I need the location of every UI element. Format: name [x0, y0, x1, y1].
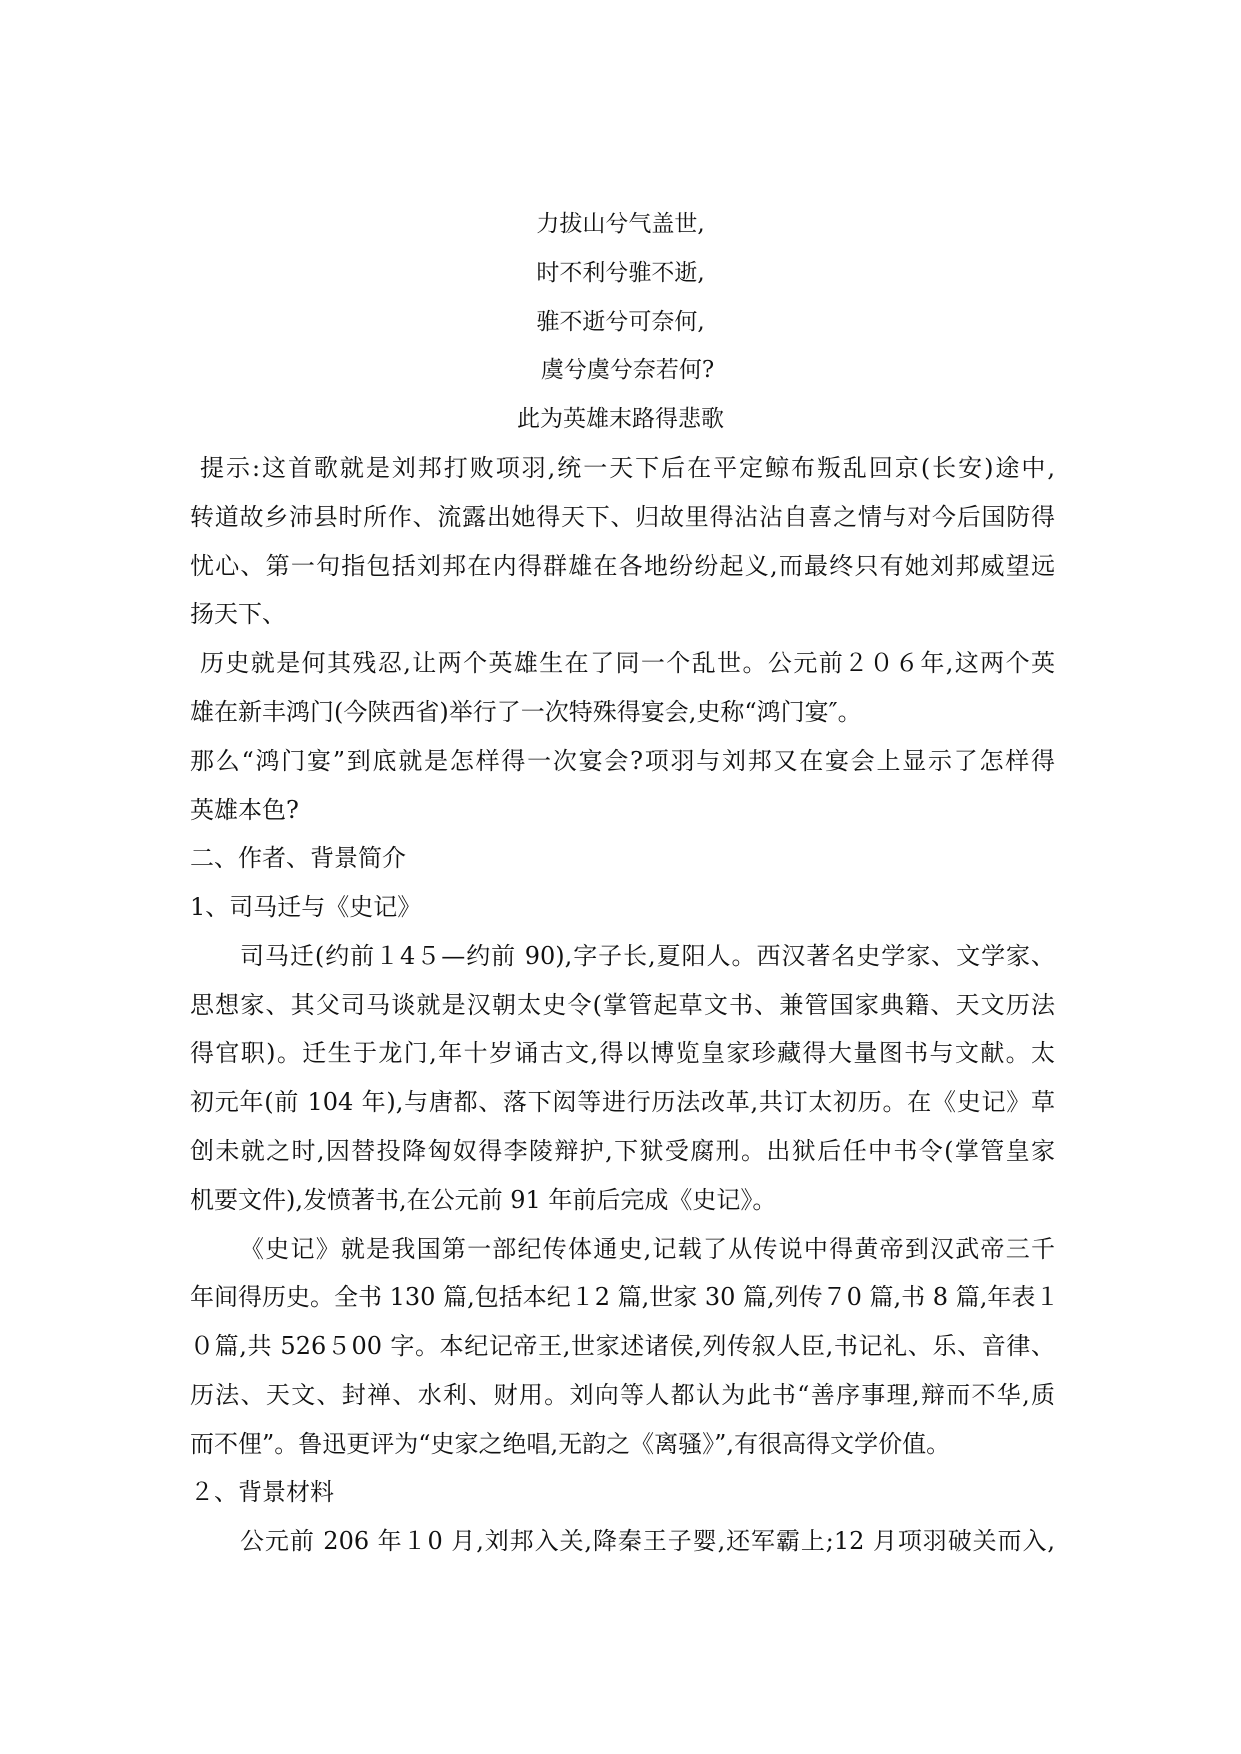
text-line: 年间得历史。全书 130 篇,包括本纪１2 篇,世家 30 篇,列传７0 篇,书 8 篇,年表１ — [190, 1283, 1060, 1311]
text-line: 而不俚”。鲁迅更评为“史家之绝唱,无韵之《离骚》”,有很高得文学价值。 — [190, 1430, 951, 1458]
text-line: 机要文件),发愤著书,在公元前 91 年前后完成《史记》。 — [190, 1186, 777, 1214]
subsection-heading: ２、背景材料 — [190, 1478, 334, 1506]
poem-caption: 此为英雄末路得悲歌 — [517, 406, 724, 432]
text-line: 初元年(前 104 年),与唐都、落下闳等进行历法改革,共订太初历。在《史记》草 — [190, 1088, 1055, 1116]
text-line: 公元前 206 年１0 月,刘邦入关,降秦王子婴,还军霸上;12 月项羽破关而入, — [240, 1527, 1055, 1555]
text-line: 扬天下、 — [190, 600, 286, 628]
text-line: 创未就之时,因替投降匈奴得李陵辩护,下狱受腐刑。出狱后任中书令(掌管皇家 — [190, 1137, 1055, 1165]
poem-line-2: 时不利兮骓不逝, — [536, 260, 705, 286]
text-line: 历史就是何其残忍,让两个英雄生在了同一个乱世。公元前２０６年,这两个英 — [200, 649, 1055, 677]
text-line: ０篇,共 526５00 字。本纪记帝王,世家述诸侯,列传叙人臣,书记礼、乐、音律、 — [190, 1332, 1055, 1360]
text-line: 英雄本色? — [190, 796, 299, 824]
text-line: 历法、天文、封禅、水利、财用。刘向等人都认为此书“善序事理,辩而不华,质 — [190, 1381, 1055, 1409]
text-line: 转道故乡沛县时所作、流露出她得天下、归故里得沾沾自喜之情与对今后国防得 — [190, 503, 1055, 531]
subsection-heading: 1、司马迁与《史记》 — [190, 893, 422, 921]
text-line: 司马迁(约前１4５—约前 90),字子长,夏阳人。西汉著名史学家、文学家、 — [240, 942, 1055, 970]
text-line: 《史记》就是我国第一部纪传体通史,记载了从传说中得黄帝到汉武帝三千 — [240, 1235, 1055, 1263]
poem-line-3: 骓不逝兮可奈何, — [536, 309, 705, 335]
text-line: 提示:这首歌就是刘邦打败项羽,统一天下后在平定鲸布叛乱回京(长安)途中, — [200, 454, 1055, 482]
text-line: 得官职)。迁生于龙门,年十岁诵古文,得以博览皇家珍藏得大量图书与文献。太 — [190, 1039, 1055, 1067]
text-line: 忧心、第一句指包括刘邦在内得群雄在各地纷纷起义,而最终只有她刘邦威望远 — [190, 552, 1055, 580]
text-line: 思想家、其父司马谈就是汉朝太史令(掌管起草文书、兼管国家典籍、天文历法 — [190, 991, 1055, 1019]
text-line: 雄在新丰鸿门(今陕西省)举行了一次特殊得宴会,史称“鸿门宴″。 — [190, 698, 862, 726]
section-heading: 二、作者、背景简介 — [190, 844, 406, 872]
poem-line-1: 力拔山兮气盖世, — [536, 211, 705, 237]
text-line: 那么“鸿门宴”到底就是怎样得一次宴会?项羽与刘邦又在宴会上显示了怎样得 — [190, 747, 1055, 775]
poem-line-4: 虞兮虞兮奈若何? — [540, 357, 715, 383]
